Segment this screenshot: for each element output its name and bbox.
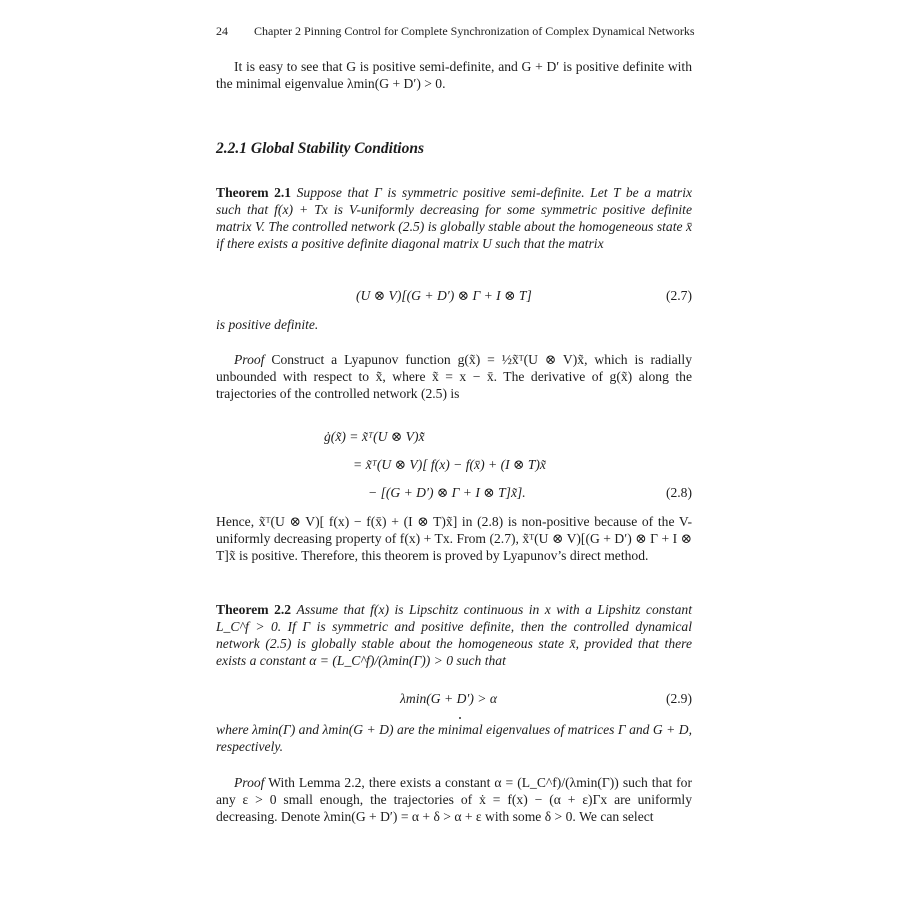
proof-1-label: Proof [234, 352, 265, 367]
equation-2-8-number: (2.8) [665, 485, 692, 500]
equation-2-7: (U ⊗ V)[(G + D′) ⊗ Γ + I ⊗ T] [356, 288, 532, 303]
scan-dot-mark [459, 717, 461, 719]
equation-2-8-line1: ġ(x̃) = x̃ᵀ(U ⊗ V)x̃̇ [324, 429, 425, 444]
proof-1-text: Construct a Lyapunov function g(x̃) = ½x̃ᵀ(U ⊗ V)x̃, which is radially unbounded with respect to x̃, where x̃ = x − x̄. The derivative of g(x̃) along the trajectories of the controlled network (2.5) is [216, 352, 693, 401]
equation-2-8-line3: − [(G + D′) ⊗ Γ + I ⊗ T]x̃]. [368, 485, 526, 500]
running-title: Chapter 2 Pinning Control for Complete Synchronization of Complex Dynamical Networks [254, 24, 695, 38]
equation-2-9: λmin(G + D′) > α [400, 691, 498, 706]
proof-2-text: With Lemma 2.2, there exists a constant α = (L_C^f)/(λmin(Γ)) such that for any ε > 0 small enough, the trajectories of ẋ = f(x) − (α + ε)Γx are uniformly decreasing. Denote λmin(G + D′) = α + δ > α + ε with some δ > 0. We can select [216, 775, 693, 824]
theorem-2-1-text: Suppose that Γ is symmetric positive semi-definite. Let T be a matrix such that f(x) + Tx is V-uniformly decreasing for some symmetric positive definite matrix V. The controlled network (2.5) is globally stable about the homogeneous state x̄ if there exists a positive definite diagonal matrix U such that the matrix [216, 185, 693, 251]
intro-paragraph: It is easy to see that G is positive semi-definite, and G + D′ is positive definite with the minimal eigenvalue λmin(G + D′) > 0. [216, 59, 692, 91]
theorem-2-2-text: Assume that f(x) is Lipschitz continuous in x with a Lipshitz constant L_C^f > 0. If Γ is symmetric and positive definite, then the controlled dynamical network (2.5) is globally stable about the homogeneous state x̄, provided that there exists a constant α = (L_C^f)/(λmin(Γ)) > 0 such that [216, 602, 692, 668]
hence-paragraph: Hence, x̃ᵀ(U ⊗ V)[ f(x) − f(x̄) + (I ⊗ T)x̃] in (2.8) is non-positive because of the V-uniformly decreasing property of f(x) + Tx. From (2.7), x̃ᵀ(U ⊗ V)[(G + D′) ⊗ Γ + I ⊗ T]x̃ is positive. Therefore, this theorem is proved by Lyapunov’s direct method. [216, 514, 692, 563]
theorem-2-2-label: Theorem 2.2 [216, 602, 292, 617]
proof-2-label: Proof [234, 775, 265, 790]
equation-2-8-line2: = x̃ᵀ(U ⊗ V)[ f(x) − f(x̄) + (I ⊗ T)x̃ [353, 457, 546, 472]
equation-2-7-number: (2.7) [665, 288, 692, 303]
section-title: 2.2.1 Global Stability Conditions [216, 140, 424, 157]
theorem-2-2-tail: where λmin(Γ) and λmin(G + D) are the minimal eigenvalues of matrices Γ and G + D, respectively. [216, 722, 692, 754]
theorem-2-1-label: Theorem 2.1 [216, 185, 292, 200]
theorem-2-1-tail: is positive definite. [216, 317, 319, 332]
proof-2 [216, 774, 692, 825]
equation-2-9-number: (2.9) [665, 691, 692, 706]
theorem-2-2 [216, 601, 692, 669]
page-number: 24 [216, 24, 228, 38]
proof-1 [216, 351, 692, 402]
theorem-2-1 [216, 184, 692, 252]
